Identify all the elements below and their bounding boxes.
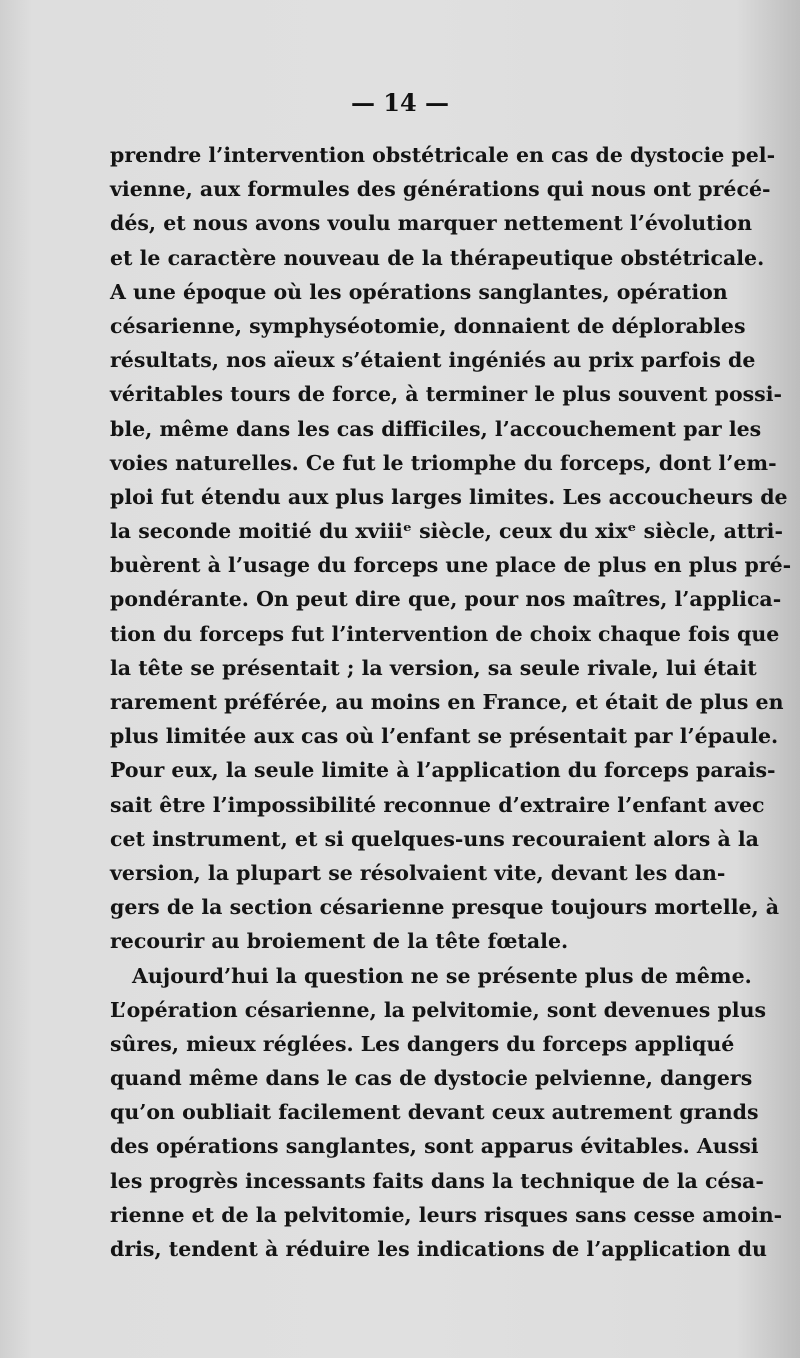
text-line: A une époque où les opérations sanglantes, opération [110,279,728,304]
text-line: Aujourd’hui la question ne se présente plus de même. [132,963,752,988]
text-line: Pour eux, la seule limite à l’application du forceps parais- [110,758,776,783]
page-number: — 14 — [350,88,450,117]
text-line: sait être l’impossibilité reconnue d’extraire l’enfant avec [110,792,765,817]
text-line: buèrent à l’usage du forceps une place de plus en plus pré- [110,553,792,578]
text-line: véritables tours de force, à terminer le plus souvent possi- [110,382,783,407]
text-line: qu’on oubliait facilement devant ceux autrement grands [110,1100,759,1125]
text-line: rarement préférée, au moins en France, et était de plus en [110,690,784,714]
text-line: dés, et nous avons voulu marquer nettement l’évolution [110,211,753,236]
text-line: césarienne, symphyséotomie, donnaient de déplorables [110,313,746,338]
text-line: quand même dans le cas de dystocie pelvienne, dangers [110,1066,753,1091]
text-line: pondérante. On peut dire que, pour nos maîtres, l’applica- [110,587,782,612]
text-line: sûres, mieux réglées. Les dangers du forceps appliqué [110,1031,735,1056]
text-line: tion du forceps fut l’intervention de choix chaque fois que [110,621,780,646]
text-line: les progrès incessants faits dans la technique de la césa- [110,1168,764,1193]
text-line: vienne, aux formules des générations qui nous ont précé- [110,177,771,202]
text-line: ploi fut étendu aux plus larges limites. Les accoucheurs de [110,484,788,509]
text-line: version, la plupart se résolvaient vite, devant les dan- [110,860,726,885]
text-line: rienne et de la pelvitomie, leurs risques sans cesse amoin- [110,1202,783,1227]
text-line: ble, même dans les cas difficiles, l’accouchement par les [110,416,762,441]
text-line: des opérations sanglantes, sont apparus évitables. Aussi [110,1134,759,1159]
text-line: voies naturelles. Ce fut le triomphe du forceps, dont l’em- [110,450,777,475]
body-text [110,138,792,1266]
text-line: résultats, nos aïeux s’étaient ingéniés au prix parfois de [110,348,756,373]
text-line: la seconde moitié du xviiiᵉ siècle, ceux du xixᵉ siècle, attri- [110,519,783,544]
paragraph [110,959,783,1267]
text-line: recourir au broiement de la tête fœtale. [110,929,569,954]
text-line: L’opération césarienne, la pelvitomie, sont devenues plus [110,997,767,1022]
text-line: cet instrument, et si quelques-uns recouraient alors à la [110,826,759,851]
paragraph [110,138,792,959]
text-line: la tête se présentait ; la version, sa seule rivale, lui était [110,655,757,680]
text-line: gers de la section césarienne presque toujours mortelle, à [110,895,780,920]
text-line: dris, tendent à réduire les indications de l’application du [110,1237,767,1261]
text-line: prendre l’intervention obstétricale en cas de dystocie pel- [110,143,776,167]
text-line: et le caractère nouveau de la thérapeutique obstétricale. [110,245,765,270]
text-line: plus limitée aux cas où l’enfant se présentait par l’épaule. [110,724,779,749]
